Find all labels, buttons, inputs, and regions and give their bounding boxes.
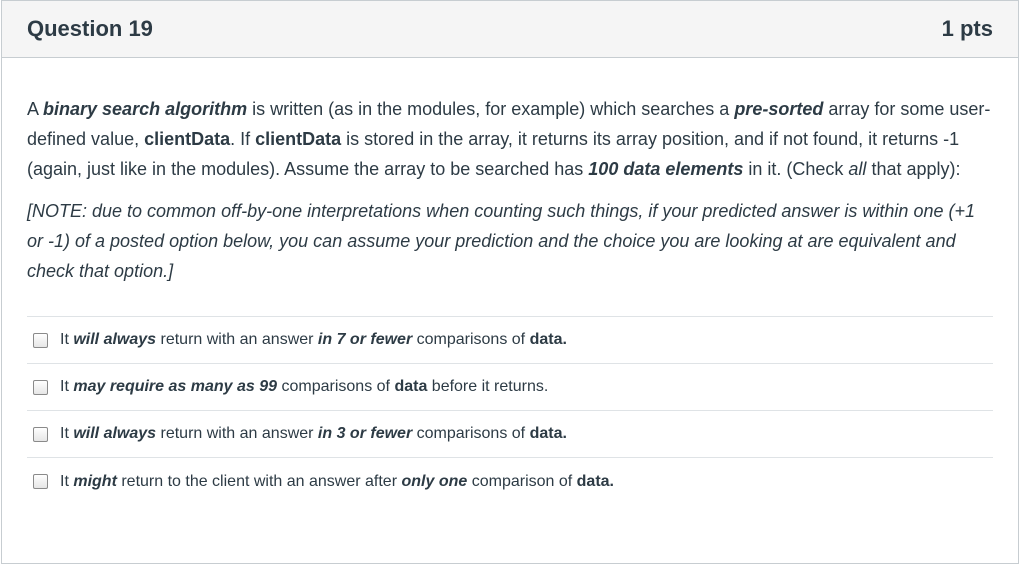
prompt-text: is written (as in the modules, for example) which searches a [247,99,735,119]
answer-text: comparisons of [277,378,395,395]
prompt-emphasis: all [848,159,867,179]
answer-text: comparisons of [412,331,530,348]
answer-option-4[interactable] [27,458,993,505]
answer-text: It [60,425,74,442]
answer-checkbox[interactable] [33,380,48,395]
answer-variable: data. [529,331,567,348]
answer-emphasis: only one [401,472,468,490]
question-note: [NOTE: due to common off-by-one interpretations when counting such things, if your predicted answer is within one (+1 or -1) of a posted option below, you can assume your prediction and the choice you are looking at are equivalent and check that option.] [27,201,975,281]
answer-text: return with an answer [156,425,318,442]
answer-emphasis: will always [73,331,157,348]
answer-text: return with an answer [156,331,318,348]
prompt-text: . If [230,129,256,149]
answer-variable: data [394,378,428,395]
answer-label [60,331,567,349]
answer-emphasis: might [73,472,117,490]
prompt-text: array for some user-defined value, [27,99,991,149]
answer-text: It [60,331,74,348]
answer-variable: data. [529,425,567,442]
prompt-text: is stored in the array, it returns its array position, and if not found, it returns -1 (again, just like in the modules). Assume the array to be searched has [27,129,960,179]
answer-text: It [60,378,74,395]
answer-emphasis: may require [73,378,165,395]
question-card [1,0,1019,564]
prompt-text: in it. (Check [743,159,849,179]
answer-option-3[interactable] [27,411,993,458]
answer-checkbox[interactable] [33,333,48,348]
answer-list [27,316,993,505]
prompt-variable: clientData [255,129,342,149]
prompt-emphasis: binary search algorithm [43,99,248,119]
answer-option-1[interactable] [27,317,993,364]
question-header [2,1,1018,58]
answer-label [60,378,548,396]
question-prompt [27,94,993,184]
answer-emphasis: as many as 99 [168,378,278,395]
question-title: Question 19 [27,16,153,41]
answer-label [60,473,614,491]
question-body [2,58,1018,505]
answer-checkbox[interactable] [33,427,48,442]
answer-text: return to the client with an answer after [116,472,402,490]
answer-text: before it returns. [427,378,549,395]
answer-checkbox[interactable] [33,474,48,489]
answer-emphasis: will always [73,425,157,442]
prompt-text: A [27,99,44,119]
answer-variable: data. [576,472,614,490]
prompt-variable: clientData [144,129,231,149]
answer-emphasis: in 7 or fewer [317,331,413,348]
answer-option-2[interactable] [27,364,993,411]
answer-emphasis: in 3 or fewer [317,425,413,442]
question-points: 1 pts [941,16,993,41]
answer-label [60,425,567,443]
prompt-emphasis: 100 data elements [588,159,744,179]
answer-text: It [60,472,74,490]
prompt-emphasis: pre-sorted [734,99,824,119]
answer-text: comparisons of [412,425,530,442]
prompt-text: that apply): [866,159,961,179]
answer-text: comparison of [467,472,577,490]
